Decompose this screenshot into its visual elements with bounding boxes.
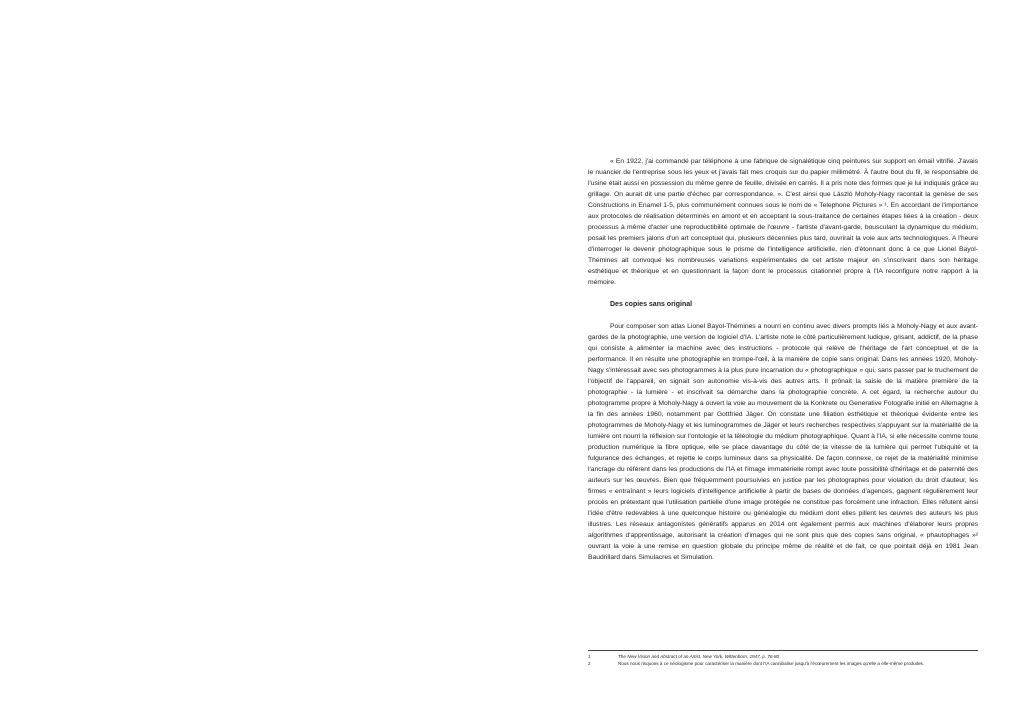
- body-paragraph-2: Pour composer son atlas Lionel Bayol-Thémines a nourri en continu avec divers prompts liés à Moholy-Nagy et aux avant-gardes de la photographie, une version de logiciel d'IA. L'artiste note le côté particulièrement ludique, grisant, addictif, de la phase qui consiste à alimenter la machine avec des instructions - protocole qui relève de l'héritage de l'art conceptuel et de la performance. Il en résulte une photographie en trompe-l'œil, à la manière de copie sans original. Dans les années 1920, Moholy-Nagy s'intéressait avec ses photogrammes à la plus pure incarnation du « photographique » qui, sans passer par le truchement de l'objectif de l'appareil, en signait son autonomie vis-à-vis des autres arts. Il prônait la saisie de la matière première de la photographie - la lumière - et inscrivait sa démarche dans la photographie concrète. A cet égard, la recherche autour du photogramme propre à Moholy-Nagy a ouvert la voie au mouvement de la Konkrete ou Generative Fotografie initié en Allemagne à la fin des années 1960, notamment par Gottfried Jäger. On constate une filiation esthétique et théorique évidente entre les photogrammes de Moholy-Nagy et les luminogrammes de Jäger et leurs recherches respectives s'appuyant sur la matérialité de la lumière ont nourri la réflexion sur l'ontologie et la téléologie du médium photographique. Quant à l'IA, si elle nécessite comme toute production numérique la fibre optique, elle se place davantage du côté de la vitesse de la lumière qui permet l'ubiquité et la fulgurance des échanges, et rejette le corps lumineux dans sa physicalité. De façon connexe, ce rejet de la matérialité minimise l'ancrage du référent dans les productions de l'IA et l'image immatérielle rompt avec toute possibilité d'héritage et de paternité des auteurs sur les œuvres. Bien que fréquemment poursuivies en justice par les photographes pour violation du droit d'auteur, les firmes « entraînant » leurs logiciels d'intelligence artificielle à partir de bases de données d'agences, gagnent régulièrement leur procès en prétextant que l'utilisation partielle d'une image protégée ne constitue pas forcément une infraction. Elles réfutent ainsi l'idée d'être redevables à une quelconque histoire ou généalogie du médium dont elles pillent les œuvres des auteurs les plus illustres. Les réseaux antagonistes génératifs apparus en 2014 ont également permis aux machines d'élaborer leurs propres algorithmes d'apprentissage, autorisant la création d'images qui ne sont plus que des copies sans original, « phautophages »² ouvrant la voie à une remise en question globale du principe même de réalité et de fait, ce que pointait déjà en 1981 Jean Baudrillard dans Simulacres et Simulation.: [588, 323, 978, 561]
- footnote-2: [588, 660, 978, 667]
- footnote-number: 1: [588, 654, 591, 659]
- footnote-1: [588, 653, 978, 660]
- footnotes: [588, 650, 978, 667]
- footnote-text: The New Vision and Abstract of an Artist, New York, Wittenborn, 1947, p. 76-80: [618, 654, 780, 659]
- body-paragraph-1: « En 1922, j'ai commandé par téléphone à une fabrique de signalétique cinq peintures sur support en émail vitrifié. J'avais le nuancier de l'entreprise sous les yeux et j'avais fait mes croquis sur du papier millimétré. À l'autre bout du fil, le responsable de l'usine était aussi en possession du même genre de feuille, divisée en carrés. Il a pris note des formes que je lui indiquais grâce au grillage. On aurait dit une partie d'échec par correspondance. ». C'est ainsi que László Moholy-Nagy racontait la genèse de ses Constructions in Enamel 1-5, plus communément connues sous le nom de « Telephone Pictures » ¹. En accordant de l'importance aux protocoles de réalisation déterminés en amont et en acceptant la sous-traitance de certaines étapes liées à la création - deux processus à même d'acter une reproductibilité optimale de l'œuvre - l'artiste d'avant-garde, bousculant la dynamique du médium, posait les premiers jalons d'un art conceptuel qui, plusieurs décennies plus tard, ouvrirait la voie aux arts technologiques. A l'heure d'interroger le devenir photographique sous le prisme de l'intelligence artificielle, rien d'étonnant donc à ce que Lionel Bayol-Thémines ait convoqué les nombreuses variations expérimentales de cet artiste majeur en s'inscrivant dans son héritage esthétique et théorique et en questionnant la façon dont le processus citationnel propre à l'IA reconfigure notre rapport à la mémoire.: [588, 158, 978, 286]
- text-column: [588, 156, 978, 563]
- section-heading: Des copies sans original: [610, 301, 693, 308]
- footnote-text: Nous nous risquons à ce néologisme pour caractériser la manière dont l'IA cannibalise jusqu'à l'écœurement les images qu'elle a elle-même produites.: [618, 661, 925, 666]
- footnote-number: 2: [588, 661, 591, 666]
